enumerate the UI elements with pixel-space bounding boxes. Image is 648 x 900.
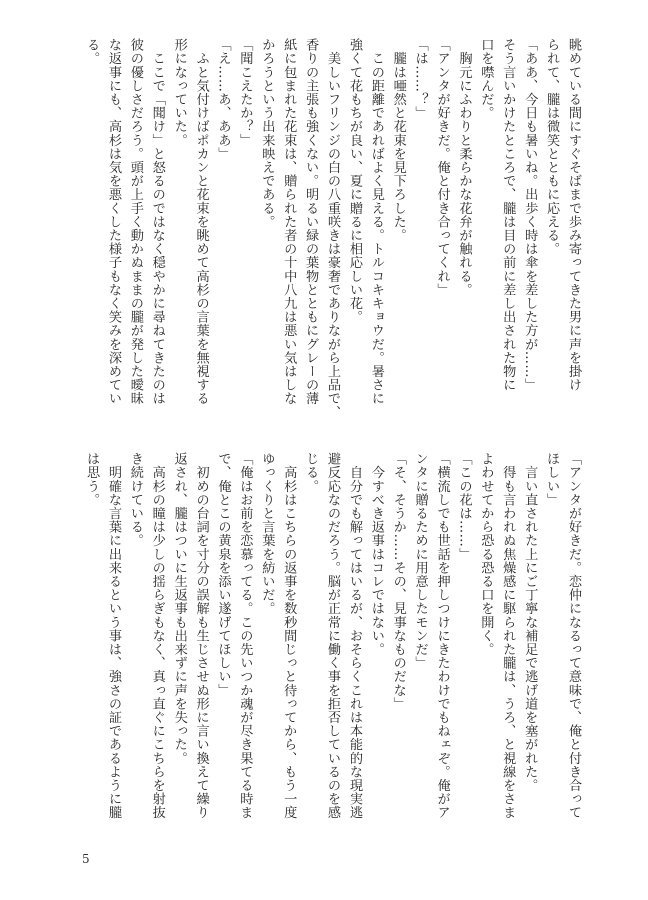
- text-line: ゆっくりと言葉を紡いだ。: [259, 452, 275, 616]
- text-line: 眺めている間にすぐそばまで歩み寄ってきた男に声を掛け: [566, 38, 581, 392]
- text-line: 彼の優しさだろう。頭が上手く動かぬままの朧が発した曖昧: [127, 38, 143, 406]
- text-line: ここで「聞け」と怒るのではなく穏やかに尋ねてきたのは: [149, 38, 165, 406]
- text-line: 紙に包まれた花束は、贈られた者の十中八九は悪い気はしな: [281, 38, 297, 406]
- text-line: この距離であればよく見える。トルコキキョウだ。暑さに: [368, 38, 384, 406]
- text-line: 高杉はこちらの返事を数秒間じっと待ってから、もう一度: [281, 452, 297, 820]
- text-line: 「ああ、今日も暑いね。出歩く時は傘を差した方が……」: [522, 38, 538, 392]
- text-line: な返事にも、高杉は気を悪くした様子もなく笑みを深めてい: [105, 38, 121, 406]
- text-line: 「聞こえたか？」: [237, 38, 253, 147]
- text-line: 胸元にふわりと柔らかな花弁が触れる。: [456, 38, 472, 297]
- text-line: 返され、朧はついに生返事も出来ずに声を失った。: [171, 452, 187, 765]
- text-line: 「アンタが好きだ。恋仲になるって意味で、俺と付き合って: [566, 452, 581, 820]
- text-line: 美しいフリンジの白の八重咲きは豪奢でありながら上品で、: [325, 38, 341, 419]
- text-line: 初めの台詞を寸分の誤解も生じさせぬ形に言い換えて繰り: [193, 452, 209, 820]
- text-line: 強くて花もちが良い、夏に贈るに相応しい花。: [346, 38, 362, 324]
- text-line: 形になっていた。: [171, 38, 187, 147]
- text-line: 「横流しでも世話を押しつけにきたわけでもねェぞ。俺がア: [434, 452, 450, 820]
- text-line: ほしい」: [544, 452, 560, 507]
- text-line: かろうという出来映えである。: [259, 38, 275, 229]
- text-line: 「この花は……」: [456, 452, 472, 561]
- text-line: 「え……あ、ああ」: [215, 38, 231, 161]
- text-line: き続けている。: [127, 452, 143, 548]
- text-line: 自分でも解ってはいるが、おそらくこれは本能的な現実逃: [346, 452, 362, 820]
- text-line: られて、朧は微笑とともに応える。: [544, 38, 560, 256]
- text-line: そう言いかけたところで、朧は目の前に差し出された物に: [500, 38, 516, 392]
- text-line: 口を噤んだ。: [478, 38, 494, 120]
- text-line: 高杉の瞳は少しの揺らぎもなく、真っ直ぐにこちらを射抜: [149, 452, 165, 820]
- text-line: 言い直された上にご丁寧な補足で逃げ道を塞がれた。: [522, 452, 538, 792]
- text-line: 「アンタが好きだ。俺と付き合ってくれ」: [434, 38, 450, 297]
- text-line: 今すべき返事はコレではない。: [368, 452, 384, 656]
- text-line: よわせてから恐る恐る口を開く。: [478, 452, 494, 656]
- text-line: じる。: [303, 452, 319, 493]
- text-line: 明確な言葉に出来るという事は、強さの証であるように朧: [105, 452, 121, 820]
- text-line: る。: [84, 38, 100, 66]
- text-line: 「は……？」: [412, 38, 428, 120]
- text-line: ふと気付けばポカンと花束を眺めて高杉の言葉を無視する: [193, 38, 209, 406]
- text-line: ンタに贈るために用意したモンだ」: [412, 452, 428, 670]
- text-line: 香りの主張も強くない。明るい緑の葉物とともにグレーの薄: [303, 38, 319, 406]
- page-number: 5: [82, 852, 90, 866]
- text-line: 「そ、そうか……その、見事なものだな」: [390, 452, 406, 711]
- text-tier-bottom: [78, 452, 584, 832]
- text-line: 避反応なのだろう。脳が正常に働く事を拒否しているのを感: [325, 452, 341, 820]
- text-line: で、俺とこの黄泉を添い遂げてほしい」: [215, 452, 231, 697]
- text-line: 朧は唖然と花束を見下ろした。: [390, 38, 406, 242]
- text-line: 得も言われぬ焦燥感に駆られた朧は、うろ、と視線をさま: [500, 452, 516, 820]
- text-line: 「俺はお前を恋慕ってる。この先いつか魂が尽き果てる時ま: [237, 452, 253, 820]
- text-line: は思う。: [84, 452, 100, 507]
- text-tier-top: [78, 38, 584, 418]
